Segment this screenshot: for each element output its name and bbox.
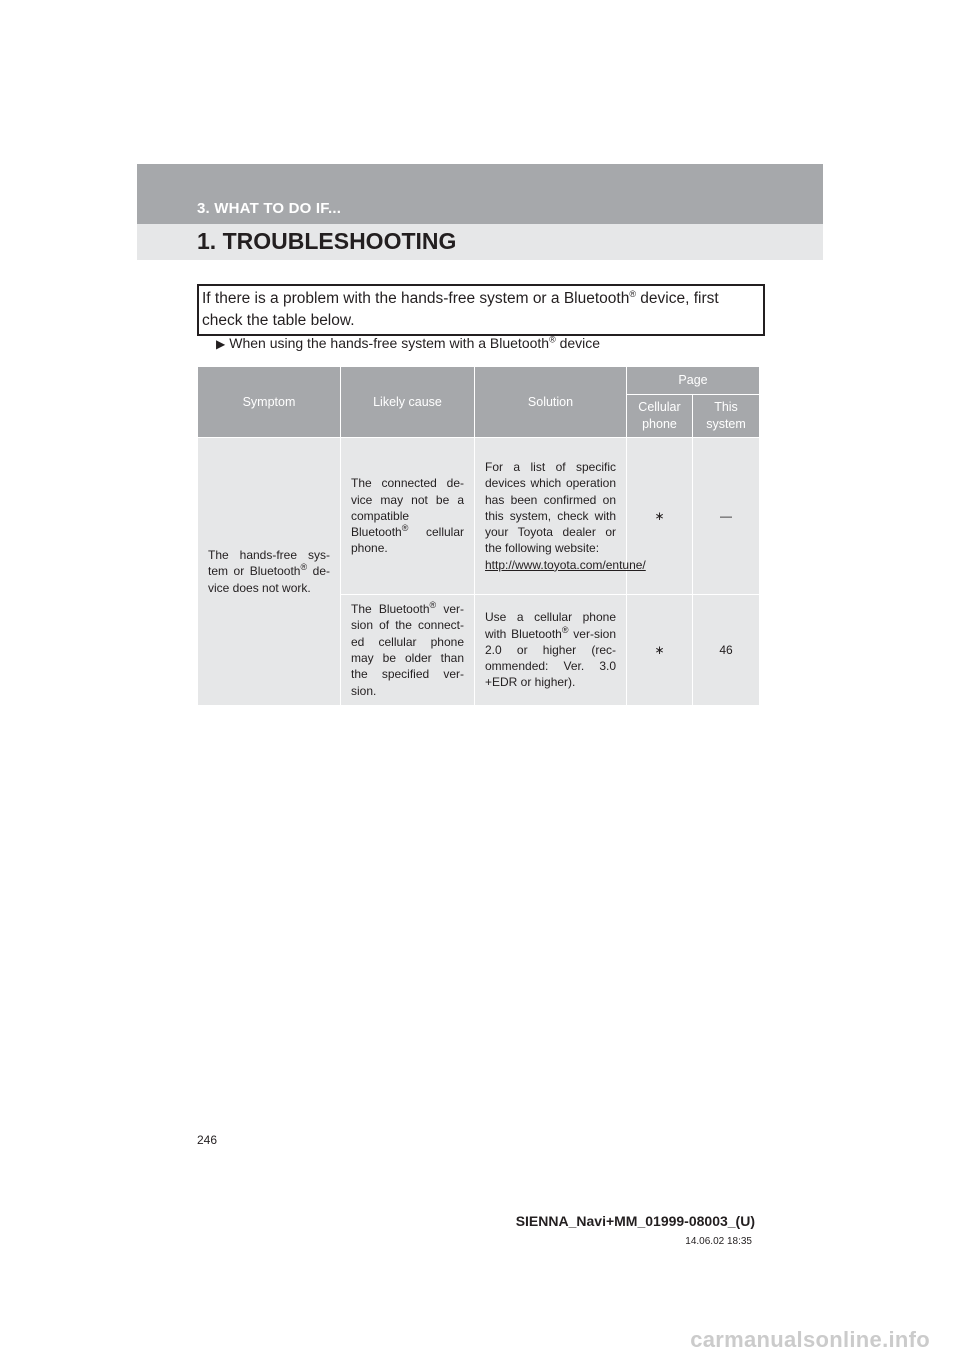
symptom-cell: [198, 438, 341, 706]
header-symptom: Symptom: [198, 367, 341, 438]
triangle-bullet-icon: ▶: [216, 337, 226, 351]
intro-text-before: If there is a problem with the hands-free system or a Bluetooth: [202, 290, 630, 307]
cellular-phone-page-cell: ∗: [627, 438, 693, 595]
registered-mark: ®: [629, 288, 636, 299]
intro-box: [197, 284, 765, 336]
toyota-website-link[interactable]: http://www.toyota.com/entune/: [485, 557, 646, 572]
header-this-system: This system: [693, 395, 760, 438]
header-solution: Solution: [475, 367, 627, 438]
header-cellular-phone: Cellular phone: [627, 395, 693, 438]
solution-text-before: Use a cellular phone with Bluetooth: [485, 610, 616, 641]
subheading: [216, 335, 600, 351]
cause-text-after: cellular phone.: [351, 525, 464, 556]
solution-text: For a list of specific devices which operation has been confirmed on this system, check with your Toyota dealer or the following website:: [485, 459, 616, 556]
troubleshooting-table: [197, 366, 760, 706]
intro-text-after: device, first check the table below.: [202, 290, 719, 329]
symptom-text-before: The hands-free sys-tem or Bluetooth: [208, 548, 330, 579]
cause-text-before: The Bluetooth: [351, 602, 430, 617]
registered-mark: ®: [561, 624, 569, 635]
table-row: [198, 438, 760, 595]
solution-text-after: ver-sion 2.0 or higher (rec-ommended: Ver. 3.0 +EDR or higher).: [485, 626, 616, 690]
solution-cell: [475, 438, 646, 595]
subheading-text-before: When using the hands-free system with a Bluetooth: [229, 335, 550, 351]
likely-cause-cell: [341, 595, 475, 706]
cause-text-before: The connected de-vice may not be a compatible Bluetooth: [351, 476, 464, 540]
registered-mark: ®: [549, 334, 556, 345]
watermark: carmanualsonline.info: [690, 1327, 930, 1352]
header-page: Page: [627, 367, 760, 395]
this-system-page-cell: —: [693, 438, 760, 595]
section-label: 3. WHAT TO DO IF...: [197, 200, 342, 217]
solution-cell: [475, 595, 627, 706]
document-date: 14.06.02 18:35: [685, 1236, 752, 1247]
header-likely-cause: Likely cause: [341, 367, 475, 438]
likely-cause-cell: [341, 438, 475, 595]
page-title: 1. TROUBLESHOOTING: [197, 228, 457, 254]
subheading-text-after: device: [555, 335, 601, 351]
cause-text-after: ver-sion of the connect-ed cellular phone may be older than the specified ver-sion.: [351, 602, 465, 698]
this-system-page-cell: 46: [693, 595, 760, 706]
symptom-text-after: de-vice does not work.: [208, 564, 330, 595]
cellular-phone-page-cell: ∗: [627, 595, 693, 706]
registered-mark: ®: [300, 562, 308, 573]
registered-mark: ®: [429, 600, 437, 611]
page-number: 246: [197, 1133, 218, 1147]
document-code: SIENNA_Navi+MM_01999-08003_(U): [515, 1213, 755, 1229]
registered-mark: ®: [401, 523, 409, 534]
